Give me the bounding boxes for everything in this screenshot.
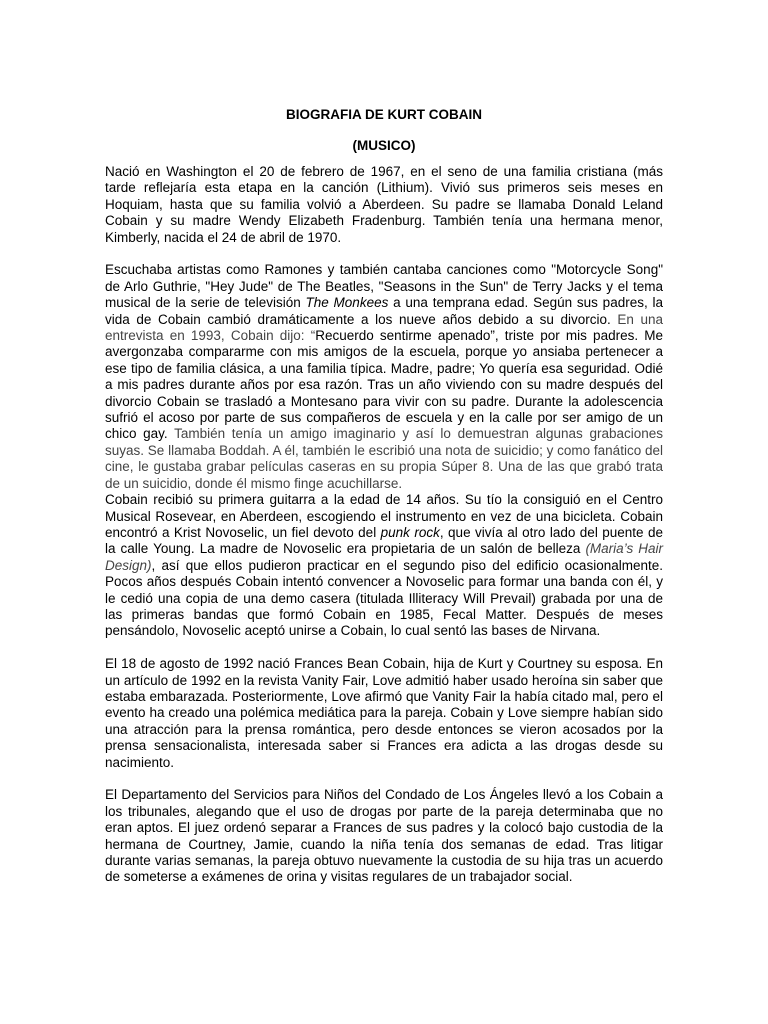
paragraph-3 (105, 492, 663, 640)
paragraph-2 (105, 262, 663, 492)
paragraph-text: El 18 de agosto de 1992 nació Frances Bean Cobain, hija de Kurt y Courtney su esposa. En un artículo de 1992 en la revista Vanity Fair, Love admitió haber usado heroína sin saber que estaba embarazada. Posteriormente, Love afirmó que Vanity Fair la había citado mal, pero el evento ha creado una polémica mediática para la pareja. Cobain y Love siempre habían sido una atracción para la prensa romántica, pero desde entonces se vieron acosados por la prensa sensacionalista, interesada saber si Frances era adicta a las drogas desde su nacimiento. (105, 656, 663, 770)
tv-show-title: The Monkees (305, 295, 389, 311)
paragraph-text-gray: En una entrevista en 1993, Cobain dijo: “ (105, 311, 664, 344)
paragraph-text: Cobain recibió su primera guitarra a la edad de 14 años. Su tío la consiguió en el Centro Musical Rosevear, en Aberdeen, escogiendo el instrumento en vez de una bicicleta. Cobain encontró a Krist Novoselic, un fiel devoto del (105, 492, 663, 540)
paragraph-text-gray: También tenía un amigo imaginario y así lo demuestran algunas grabaciones suyas. Se llamaba Boddah. A él, también le escribió una nota de suicidio; y como fanático del cine, le gustaba grabar películas caseras en su propia Súper 8. Una de las que grabó trata de un suicidio, donde él mismo finge acuchillarse. (105, 426, 663, 491)
genre-name: punk rock (380, 524, 440, 540)
paragraph-1 (105, 164, 663, 246)
paragraph-text: Nació en Washington el 20 de febrero de 1967, en el seno de una familia cristiana (más tarde reflejaría esta etapa en la canción (Lithium). Vivió sus primeros seis meses en Hoquiam, hasta que su familia volvió a Aberdeen. Su padre se llamaba Donald Leland Cobain y su madre Wendy Elizabeth Fradenburg. También tenía una hermana menor, Kimberly, nacida el 24 de abril de 1970. (105, 164, 663, 245)
salon-name: (Maria’s Hair Design) (105, 541, 663, 573)
paragraph-text: , que vivía al otro lado del puente de la calle Young. La madre de Novoselic era propietaria de un salón de belleza (105, 524, 663, 557)
paragraph-5 (105, 787, 663, 885)
paragraph-text: Recuerdo sentirme apenado”, triste por mis padres. Me avergonzaba compararme con mis amigos de la escuela, porque yo ansiaba pertenecer a ese tipo de familia clásica, a una familia típica. Madre, padre; Yo quería esa seguridad. Odié a mis padres durante años por esa razón. Tras un año viviendo con su madre después del divorcio Cobain se trasladó a Montesano para vivir con su padre. Durante la adolescencia sufrió el acoso por parte de sus compañeros de escuela y en la calle por ser amigo de un chico gay. (105, 328, 664, 442)
paragraph-text: , así que ellos pudieron practicar en el segundo piso del edificio ocasionalmente. Pocos años después Cobain intentó convencer a Novoselic para formar una banda con él, y le cedió una copia de una demo casera (titulada Illiteracy Will Prevail) grabada por una de las primeras bandas que formó Cobain en 1985, Fecal Matter. Después de meses pensándolo, Novoselic aceptó unirse a Cobain, lo cual sentó las bases de Nirvana. (105, 557, 663, 639)
paragraph-text: Escuchaba artistas como Ramones y también cantaba canciones como "Motorcycle Song" de Arlo Guthrie, "Hey Jude" de The Beatles, "Seasons in the Sun" de Terry Jacks y el tema musical de la serie de televisión (105, 262, 663, 311)
paragraph-text: a una temprana edad. Según sus padres, la vida de Cobain cambió dramáticamente a los nueve años debido a su divorcio. (105, 295, 663, 327)
document-title: BIOGRAFIA DE KURT COBAIN (286, 107, 482, 122)
paragraph-text: El Departamento del Servicios para Niños del Condado de Los Ángeles llevó a los Cobain a los tribunales, alegando que el uso de drogas por parte de la pareja determinaba que no eran aptos. El juez ordenó separar a Frances de sus padres y la colocó bajo custodia de la hermana de Courtney, Jamie, cuando la niña tenía dos semanas de edad. Tras litigar durante varias semanas, la pareja obtuvo nuevamente la custodia de su hija tras un acuerdo de someterse a exámenes de orina y visitas regulares de un trabajador social. (105, 787, 663, 885)
document-body (105, 164, 663, 902)
document-subtitle: (MUSICO) (352, 138, 416, 153)
paragraph-4 (105, 656, 663, 771)
